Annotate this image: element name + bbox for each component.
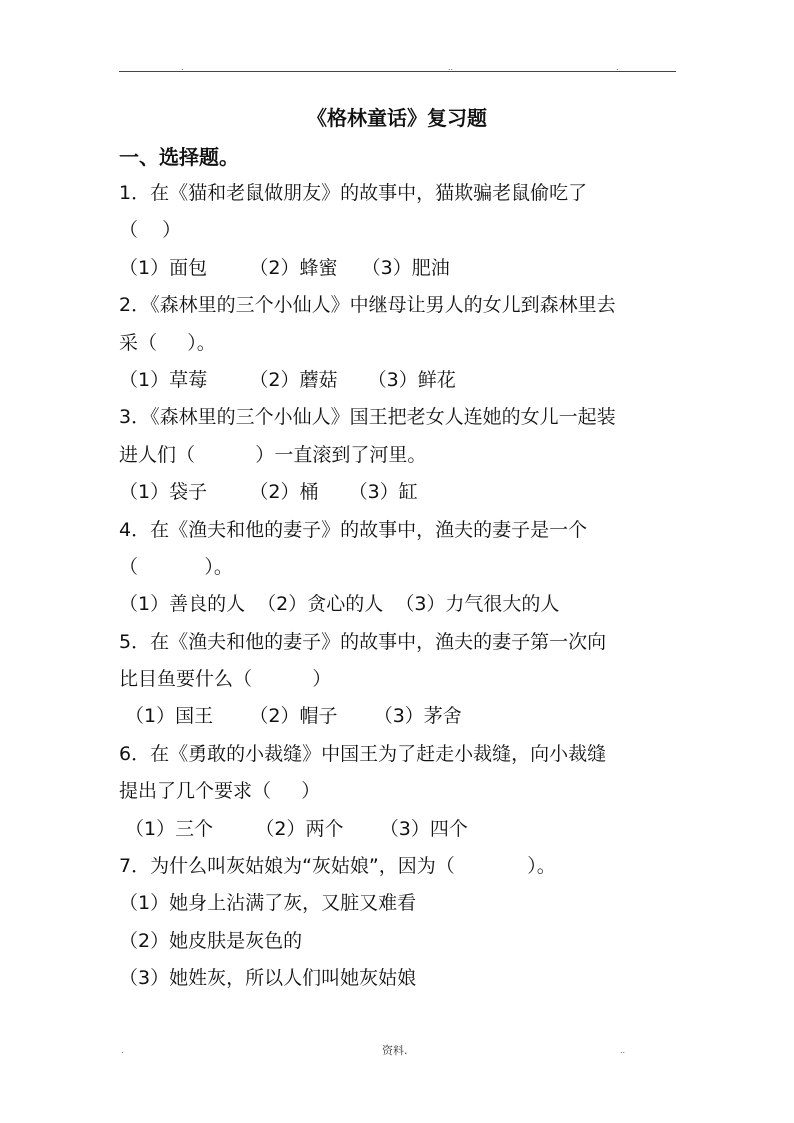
question-5-text: 5．在《渔夫和他的妻子》的故事中，渔夫的妻子第一次向 — [119, 630, 607, 653]
question-6-options: （1）三个 （2）两个 （3）四个 — [119, 817, 468, 840]
header-mark-left: . — [181, 63, 184, 72]
question-1-text: 1．在《猫和老鼠做朋友》的故事中，猫欺骗老鼠偷吃了 — [119, 182, 588, 204]
question-2-text: 2．《森林里的三个小仙人》中继母让男人的女儿到森林里去 — [119, 294, 616, 317]
question-7-option-3: （3）她姓灰，所以人们叫她灰姑娘 — [119, 967, 417, 990]
footer-text: 资料. — [382, 1044, 408, 1057]
section-heading: 一、选择题。 — [119, 145, 239, 169]
question-5-text-cont: 比目鱼要什么（ ） — [119, 668, 332, 691]
question-1-blank: （ ） — [119, 219, 182, 242]
question-4-options: （1）善良的人 （2）贪心的人 （3）力气很大的人 — [119, 593, 560, 616]
question-5-options: （1）国王 （2）帽子 （3）茅舍 — [119, 705, 462, 728]
question-7-option-2: （2）她皮肤是灰色的 — [119, 929, 303, 952]
question-2-options: （1）草莓 （2）蘑菇 （3）鲜花 — [119, 368, 456, 391]
header-mark-center: .. — [448, 63, 454, 72]
question-4-blank: （ ）。 — [119, 555, 233, 578]
question-1-options: （1）面包 （2）蜂蜜 （3）肥油 — [119, 256, 450, 279]
question-7-text: 7．为什么叫灰姑娘为“灰姑娘”，因为（ ）。 — [119, 855, 556, 878]
question-7-option-1: （1）她身上沾满了灰，又脏又难看 — [119, 892, 417, 915]
question-3-options: （1）袋子 （2）桶 （3）缸 — [119, 481, 418, 504]
question-list — [119, 175, 679, 998]
page-title: 《格林童话》复习题 — [307, 106, 487, 130]
question-6-text: 6．在《勇敢的小裁缝》中国王为了赶走小裁缝，向小裁缝 — [119, 742, 607, 765]
question-2-text-cont: 采（ ）。 — [119, 331, 216, 354]
question-6-text-cont: 提出了几个要求（ ） — [119, 780, 321, 803]
footer-mark-right: .. — [620, 1046, 626, 1055]
question-4-text: 4．在《渔夫和他的妻子》的故事中，渔夫的妻子是一个 — [119, 518, 588, 541]
footer-mark-left: . — [121, 1046, 124, 1055]
question-3-text: 3．《森林里的三个小仙人》国王把老女人连她的女儿一起装 — [119, 406, 616, 429]
header-mark-right: . — [616, 63, 619, 72]
question-3-text-cont: 进人们（ ）一直滚到了河里。 — [119, 443, 427, 466]
header-rule — [119, 71, 676, 72]
